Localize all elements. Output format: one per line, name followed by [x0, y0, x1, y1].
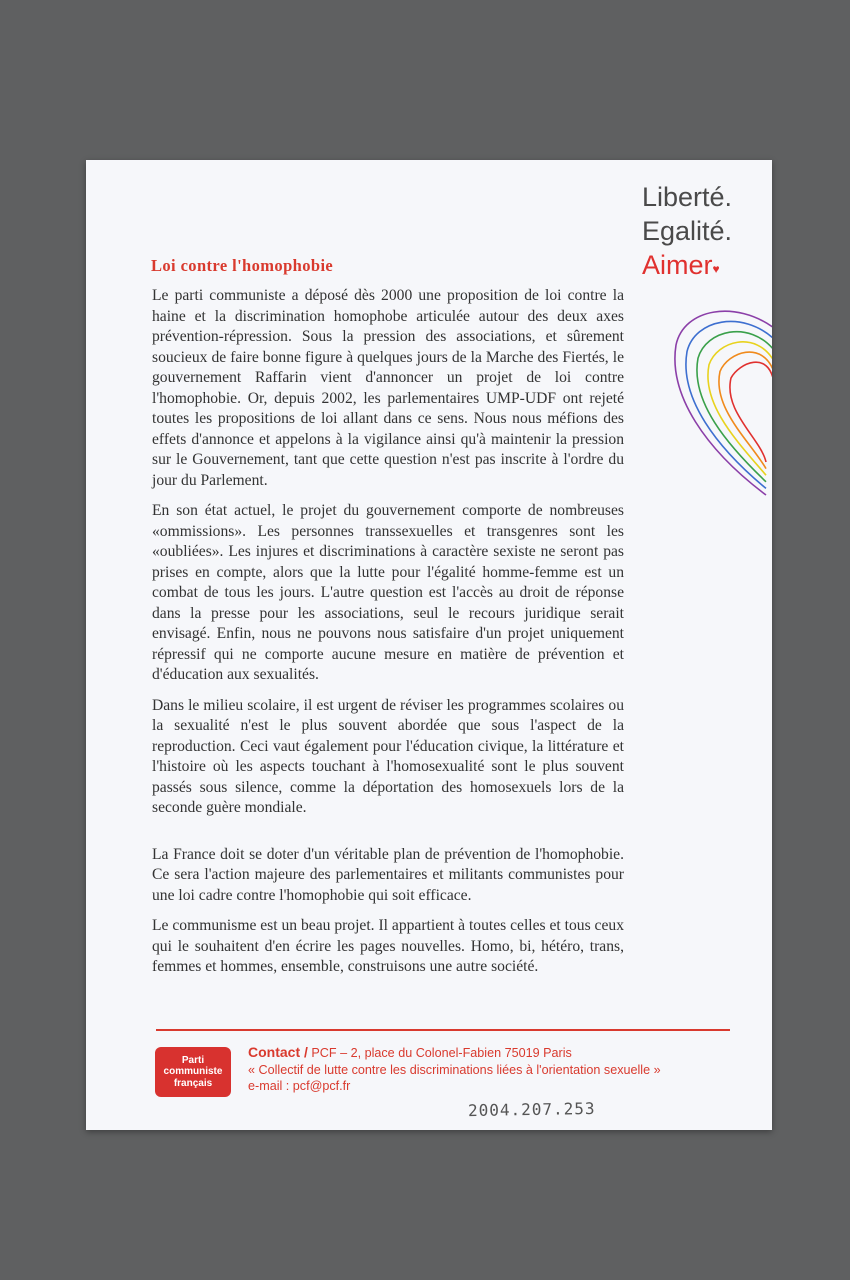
paragraph-5: Le communisme est un beau projet. Il appartient à toutes celles et tous ceux qui le souhaitent d'en écrire les pages nouvelles. Homo, bi, hétéro, trans, femmes et hommes, ensemble, construisons une autre société.	[152, 917, 624, 975]
paragraph-1: Le parti communiste a déposé dès 2000 une proposition de loi contre la haine et la discrimination homophobe articulée autour des deux axes prévention-répression. Sous la pression des associations, et sûrement soucieux de faire bonne figure à quelques jours de la Marche des Fiertés, le gouvernement Raffarin vient d'annoncer un projet de loi contre l'homophobie. Or, depuis 2002, les parlementaires UMP-UDF ont rejeté toutes les propositions de loi allant dans ce sens. Nous nous méfions des effets d'annonce et appelons à la vigilance ainsi qu'à maintenir la pression sur le Gouvernement, tant que cette question n'est pas inscrite à l'ordre du jour du Parlement.	[152, 287, 624, 489]
contact-collective: « Collectif de lutte contre les discriminations liées à l'orientation sexuelle »	[248, 1062, 661, 1077]
article-title: Loi contre l'homophobie	[151, 256, 334, 275]
slogan-egalite: Egalité.	[642, 216, 733, 246]
slogan	[642, 180, 732, 286]
contact-address-line	[248, 1044, 661, 1062]
article-body	[152, 286, 624, 988]
logo-line-3: français	[173, 1077, 213, 1089]
pcf-logo	[155, 1047, 231, 1097]
contact-label: Contact /	[248, 1044, 308, 1060]
slogan-aimer: Aimer	[642, 250, 713, 280]
footer-divider	[156, 1029, 730, 1031]
paragraph-3: Dans le milieu scolaire, il est urgent de réviser les programmes scolaires ou la sexualité n'est le plus souvent abordée que sous l'aspect de la reproduction. Ceci vaut également pour l'éducation civique, la littérature et l'histoire où les aspects touchant à l'homosexualité sont le plus souvent passés sous silence, comme la déportation des homosexuels lors de la seconde guère mondiale.	[152, 696, 624, 816]
flyer-page	[86, 160, 772, 1130]
paragraph-2: En son état actuel, le projet du gouvernement comporte de nombreuses «ommissions». Les personnes transsexuelles et transgenres sont les «oubliées». Les injures et discriminations à caractère sexiste ne seront pas prises en compte, alors que la lutte pour l'égalité homme-femme est un combat de tous les jours. L'autre question est l'accès au droit de réponse dans la presse pour les associations, seul le recours juridique serait envisagé. Enfin, nous ne pouvons nous satisfaire d'un projet uniquement répressif qui ne comporte aucune mesure en matière de prévention et d'éducation aux sexualités.	[152, 502, 624, 683]
rainbow-heart-graphic	[666, 300, 772, 500]
slogan-aimer-line	[642, 248, 732, 286]
heart-icon: ♥	[712, 262, 720, 276]
slogan-liberte: Liberté.	[642, 182, 733, 212]
paragraph-4: La France doit se doter d'un véritable plan de prévention de l'homophobie. Ce sera l'action majeure des parlementaires et militants communistes pour une loi cadre contre l'homophobie qui soit efficace.	[152, 845, 624, 904]
logo-line-2: communiste	[163, 1066, 223, 1078]
catalog-number: 2004.207.253	[467, 1098, 596, 1121]
contact-address: PCF – 2, place du Colonel-Fabien 75019 Paris	[311, 1046, 572, 1060]
contact-email: e-mail : pcf@pcf.fr	[248, 1079, 351, 1093]
logo-line-1: Parti	[181, 1054, 205, 1066]
contact-block	[248, 1044, 661, 1095]
